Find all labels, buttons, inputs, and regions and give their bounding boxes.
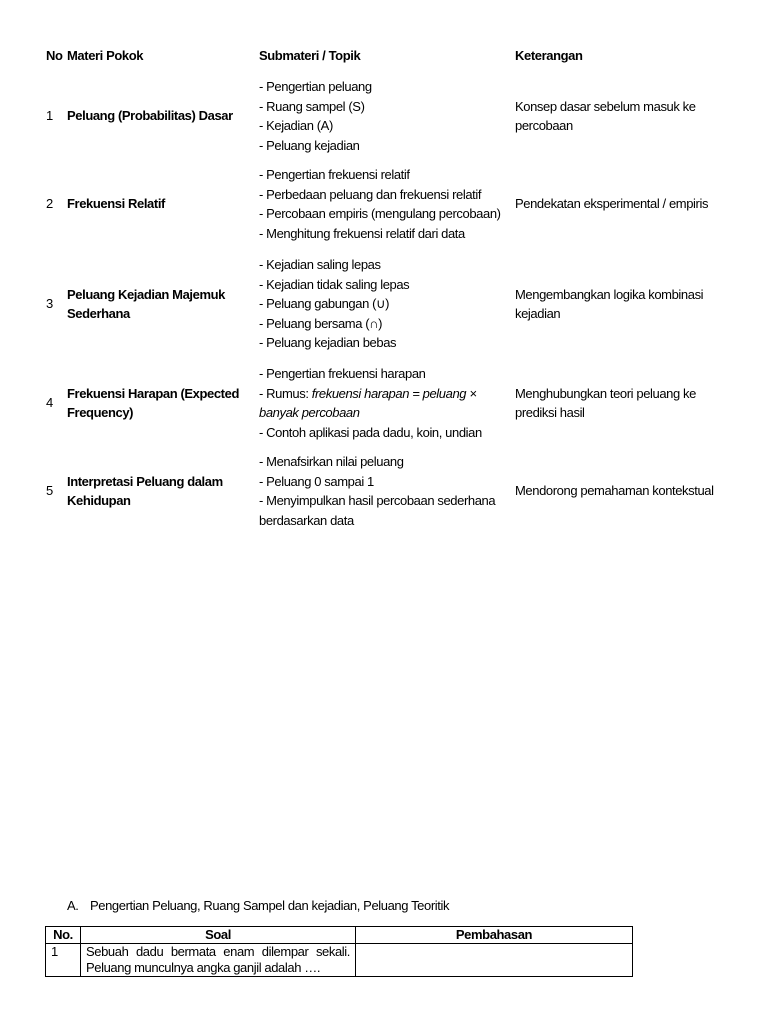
row-number: 5 bbox=[46, 483, 53, 499]
submateri-item: - Perbedaan peluang dan frekuensi relatif bbox=[259, 186, 482, 202]
submateri-formula bbox=[259, 384, 509, 423]
submateri-item: - Kejadian tidak saling lepas bbox=[259, 276, 410, 292]
submateri-list bbox=[259, 452, 509, 530]
table-row bbox=[0, 165, 768, 243]
submateri-item: - Menyimpulkan hasil percobaan sederhana berdasarkan data bbox=[259, 493, 496, 528]
submateri-item: - Kejadian saling lepas bbox=[259, 257, 381, 273]
submateri-item: - Peluang bersama (∩) bbox=[259, 315, 383, 331]
row-number: 3 bbox=[46, 296, 53, 312]
submateri-item: - Peluang kejadian bbox=[259, 137, 360, 153]
submateri-item: - Pengertian frekuensi harapan bbox=[259, 366, 426, 381]
keterangan: Pendekatan eksperimental / empiris bbox=[515, 196, 709, 212]
table-row bbox=[0, 255, 768, 353]
submateri-list bbox=[259, 165, 509, 243]
table-row bbox=[0, 452, 768, 530]
materi-pokok: Peluang (Probabilitas) Dasar bbox=[67, 108, 233, 124]
submateri-item: - Pengertian frekuensi relatif bbox=[259, 167, 410, 182]
soal-table bbox=[45, 926, 633, 977]
materi-pokok: Peluang Kejadian Majemuk Sederhana bbox=[67, 286, 226, 321]
submateri-item: - Kejadian (A) bbox=[259, 118, 333, 133]
row-number: 4 bbox=[46, 395, 53, 411]
submateri-item: - Percobaan empiris (mengulang percobaan) bbox=[259, 206, 501, 221]
table-row bbox=[0, 77, 768, 155]
section-title: Pengertian Peluang, Ruang Sampel dan kejadian, Peluang Teoritik bbox=[90, 898, 450, 913]
submateri-list bbox=[259, 255, 509, 353]
formula-text: frekuensi harapan = peluang × banyak percobaan bbox=[259, 385, 477, 420]
soal-number: 1 bbox=[46, 944, 81, 977]
header-soal: Soal bbox=[81, 927, 356, 944]
row-number: 2 bbox=[46, 196, 53, 212]
section-heading bbox=[67, 896, 449, 916]
row-number: 1 bbox=[46, 108, 53, 124]
header-keterangan: Keterangan bbox=[515, 48, 583, 63]
header-no: No bbox=[46, 48, 63, 63]
keterangan: Mendorong pemahaman kontekstual bbox=[515, 483, 714, 499]
soal-table-header bbox=[46, 927, 633, 944]
soal-text: Sebuah dadu bermata enam dilempar sekali. Peluang munculnya angka ganjil adalah …. bbox=[81, 944, 356, 977]
table-row bbox=[0, 364, 768, 442]
header-submateri: Submateri / Topik bbox=[259, 48, 361, 63]
submateri-item: - Pengertian peluang bbox=[259, 79, 372, 94]
submateri-item: - Ruang sampel (S) bbox=[259, 98, 365, 114]
formula-prefix: - Rumus: bbox=[259, 385, 312, 401]
header-materi-pokok: Materi Pokok bbox=[67, 48, 144, 63]
submateri-item: - Menghitung frekuensi relatif dari data bbox=[259, 225, 465, 241]
keterangan: Menghubungkan teori peluang ke prediksi hasil bbox=[515, 385, 696, 420]
submateri-item: - Peluang gabungan (∪) bbox=[259, 296, 390, 312]
materi-pokok: Frekuensi Relatif bbox=[67, 196, 165, 212]
submateri-list bbox=[259, 77, 509, 155]
keterangan: Mengembangkan logika kombinasi kejadian bbox=[515, 286, 704, 321]
materi-pokok: Frekuensi Harapan (Expected Frequency) bbox=[67, 385, 239, 420]
header-no: No. bbox=[46, 927, 81, 944]
submateri-item: - Peluang 0 sampai 1 bbox=[259, 473, 374, 489]
table-row bbox=[46, 944, 633, 977]
submateri-item: - Peluang kejadian bebas bbox=[259, 335, 397, 351]
header-pembahasan: Pembahasan bbox=[356, 927, 633, 944]
keterangan: Konsep dasar sebelum masuk ke percobaan bbox=[515, 98, 696, 133]
pembahasan-cell bbox=[356, 944, 633, 977]
submateri-item: - Menafsirkan nilai peluang bbox=[259, 454, 404, 469]
submateri-list bbox=[259, 364, 509, 442]
materi-pokok: Interpretasi Peluang dalam Kehidupan bbox=[67, 473, 223, 508]
submateri-item: - Contoh aplikasi pada dadu, koin, undian bbox=[259, 424, 482, 440]
section-marker: A. bbox=[67, 898, 79, 913]
